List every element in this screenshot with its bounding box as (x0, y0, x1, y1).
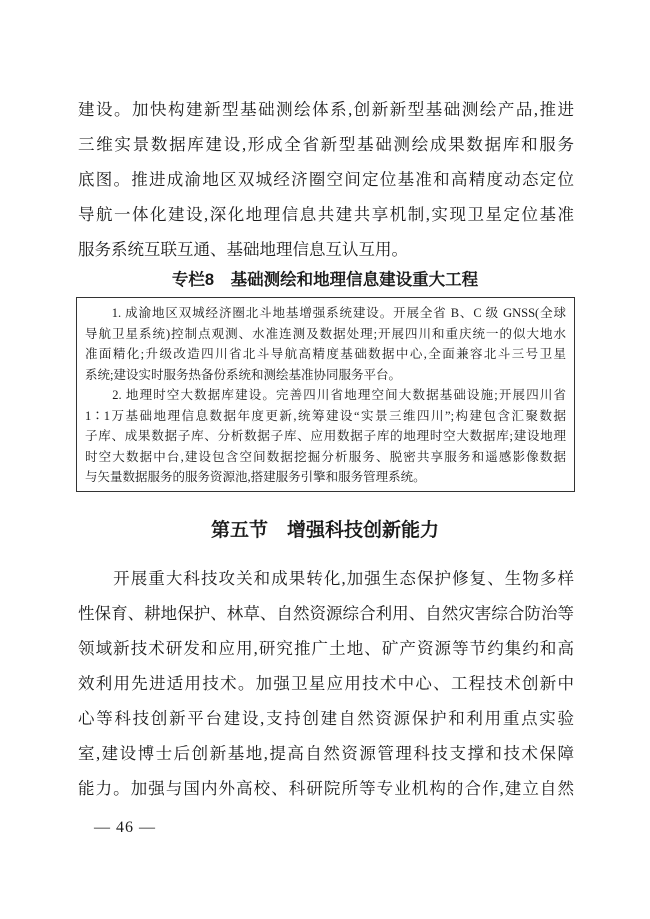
text-line: 1. 成渝地区双城经济圈北斗地基增强系统建设。开展全省 B、C 级 GNSS(全球 (85, 306, 566, 320)
column-box-8 (76, 297, 575, 492)
text-line: 服务系统互联互通、基础地理信息互认互用。 (78, 240, 408, 259)
text-line: 性保育、耕地保护、林草、自然资源综合利用、自然灾害综合防治等 (78, 604, 574, 623)
box-title-column-8: 专栏8 基础测绘和地理信息建设重大工程 (171, 271, 479, 289)
box-item-geo-bigdata (85, 385, 566, 488)
text-line: 建设。加快构建新型基础测绘体系,创新新型基础测绘产品,推进 (78, 100, 574, 119)
text-line: 准面精化;升级改造四川省北斗导航高精度基础数据中心,全面兼容北斗三号卫星 (85, 347, 566, 361)
page-number: — 46 — (94, 819, 156, 836)
text-line: 导航一体化建设,深化地理信息共建共享机制,实现卫星定位基准 (78, 205, 574, 224)
text-line: 效利用先进适用技术。加强卫星应用技术中心、工程技术创新中 (78, 674, 574, 693)
text-line: 心等科技创新平台建设,支持创建自然资源保护和利用重点实验 (78, 709, 574, 728)
text-line: 领域新技术研发和应用,研究推广土地、矿产资源等节约集约和高 (78, 639, 574, 658)
box-item-beidou-system (85, 303, 566, 385)
text-line: 子库、成果数据子库、分析数据子库、应用数据子库的地理时空大数据库;建设地理 (85, 429, 566, 443)
text-line: 开展重大科技攻关和成果转化,加强生态保护修复、生物多样 (78, 569, 574, 588)
paragraph-tech-innovation (78, 561, 574, 806)
text-line: 底图。推进成渝地区双城经济圈空间定位基准和高精度动态定位 (78, 170, 574, 189)
text-line: 能力。加强与国内外高校、科研院所等专业机构的合作,建立自然 (78, 779, 574, 798)
text-line: 与矢量数据服务的服务资源池,搭建服务引擎和服务管理系统。 (85, 470, 426, 484)
paragraph-basic-surveying (78, 92, 574, 267)
text-line: 1∶1万基础地理信息数据年度更新,统筹建设“实景三维四川”;构建包含汇聚数据 (85, 408, 566, 423)
text-line: 三维实景数据库建设,形成全省新型基础测绘成果数据库和服务 (78, 135, 574, 154)
text-line: 室,建设博士后创新基地,提高自然资源管理科技支撑和技术保障 (78, 744, 574, 763)
text-line: 时空大数据中台,建设包含空间数据挖掘分析服务、脱密共享服务和遥感影像数据 (85, 449, 566, 464)
text-line: 2. 地理时空大数据库建设。完善四川省地理空间大数据基础设施;开展四川省 (85, 388, 566, 402)
section-heading-five: 第五节 增强科技创新能力 (210, 520, 439, 541)
text-line: 导航卫星系统)控制点观测、水准连测及数据处理;开展四川和重庆统一的似大地水 (85, 326, 566, 341)
text-line: 系统;建设实时服务热备份系统和测绘基准协同服务平台。 (85, 367, 401, 382)
